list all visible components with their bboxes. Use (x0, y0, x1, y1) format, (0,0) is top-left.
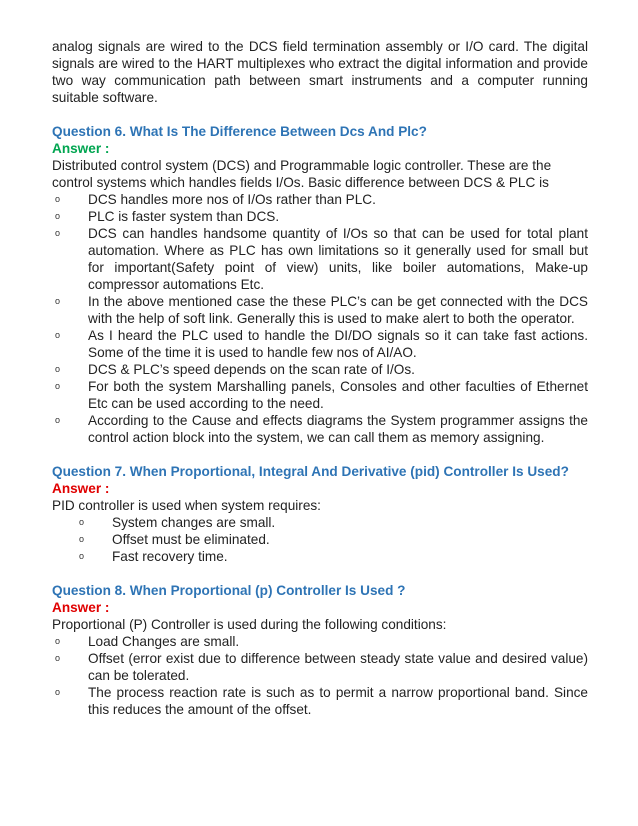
list-item (52, 191, 588, 208)
question-6-list (52, 191, 588, 446)
question-8-text: Proportional (P) Controller is used during the following conditions: (52, 617, 447, 632)
list-item (52, 531, 588, 548)
list-item (52, 208, 588, 225)
list-item (52, 293, 588, 327)
bullet-icon: o (79, 517, 85, 527)
bullet-icon: o (55, 653, 61, 663)
list-item-text: Fast recovery time. (112, 549, 228, 564)
question-6-text: Distributed control system (DCS) and Programmable logic controller. These are the control systems which handles fields I/Os. Basic difference between DCS & PLC is (52, 158, 552, 190)
list-item (52, 225, 588, 293)
bullet-icon: o (55, 228, 61, 238)
bullet-icon: o (79, 551, 85, 561)
question-8-title: Question 8. When Proportional (p) Controller Is Used ? (52, 583, 406, 598)
bullet-icon: o (55, 636, 61, 646)
list-item-text: According to the Cause and effects diagrams the System programmer assigns the control action block into the system, we can call them as memory assigning. (88, 413, 588, 445)
list-item (52, 684, 588, 718)
bullet-icon: o (55, 687, 61, 697)
question-7-answer-label: Answer : (52, 481, 110, 496)
list-item-text: System changes are small. (112, 515, 276, 530)
list-item-text: In the above mentioned case the these PLC’s can be get connected with the DCS with the help of soft link. Generally this is used to make alert to both the operator. (88, 294, 588, 326)
question-7-list (52, 514, 588, 565)
list-item (52, 650, 588, 684)
list-item-text: The process reaction rate is such as to permit a narrow proportional band. Since this reduces the amount of the offset. (88, 685, 588, 717)
document-page (52, 38, 588, 718)
bullet-icon: o (79, 534, 85, 544)
list-item-text: For both the system Marshalling panels, Consoles and other faculties of Ethernet Etc can be used according to the need. (88, 379, 588, 411)
question-7-text: PID controller is used when system requires: (52, 498, 321, 513)
bullet-icon: o (55, 296, 61, 306)
bullet-icon: o (55, 211, 61, 221)
list-item-text: Offset must be eliminated. (112, 532, 270, 547)
list-item-text: As I heard the PLC used to handle the DI/DO signals so it can take fast actions. Some of the time it is used to handle few nos of AI/AO. (88, 328, 588, 360)
bullet-icon: o (55, 381, 61, 391)
list-item (52, 633, 588, 650)
question-6-title: Question 6. What Is The Difference Between Dcs And Plc? (52, 124, 427, 139)
question-8-list (52, 633, 588, 718)
question-8-answer-label: Answer : (52, 600, 110, 615)
intro-paragraph: analog signals are wired to the DCS field termination assembly or I/O card. The digital signals are wired to the HART multiplexes who extract the digital information and provide two way communication path between smart instruments and a computer running suitable software. (52, 39, 588, 105)
list-item (52, 548, 588, 565)
bullet-icon: o (55, 364, 61, 374)
list-item (52, 327, 588, 361)
list-item-text: PLC is faster system than DCS. (88, 209, 280, 224)
list-item (52, 378, 588, 412)
list-item-text: DCS can handles handsome quantity of I/Os so that can be used for total plant automation. Where as PLC has own limitations so it generally used for small but for important(Safety point of view) units, like boiler automations, Make-up compressor automations Etc. (88, 226, 588, 292)
list-item-text: Load Changes are small. (88, 634, 240, 649)
bullet-icon: o (55, 415, 61, 425)
list-item (52, 361, 588, 378)
question-7-title: Question 7. When Proportional, Integral And Derivative (pid) Controller Is Used? (52, 464, 569, 479)
list-item-text: Offset (error exist due to difference between steady state value and desired value) can be tolerated. (88, 651, 588, 683)
bullet-icon: o (55, 330, 61, 340)
list-item (52, 412, 588, 446)
list-item (52, 514, 588, 531)
list-item-text: DCS handles more nos of I/Os rather than PLC. (88, 192, 376, 207)
question-6-answer-label: Answer : (52, 141, 110, 156)
bullet-icon: o (55, 194, 61, 204)
list-item-text: DCS & PLC’s speed depends on the scan rate of I/Os. (88, 362, 415, 377)
